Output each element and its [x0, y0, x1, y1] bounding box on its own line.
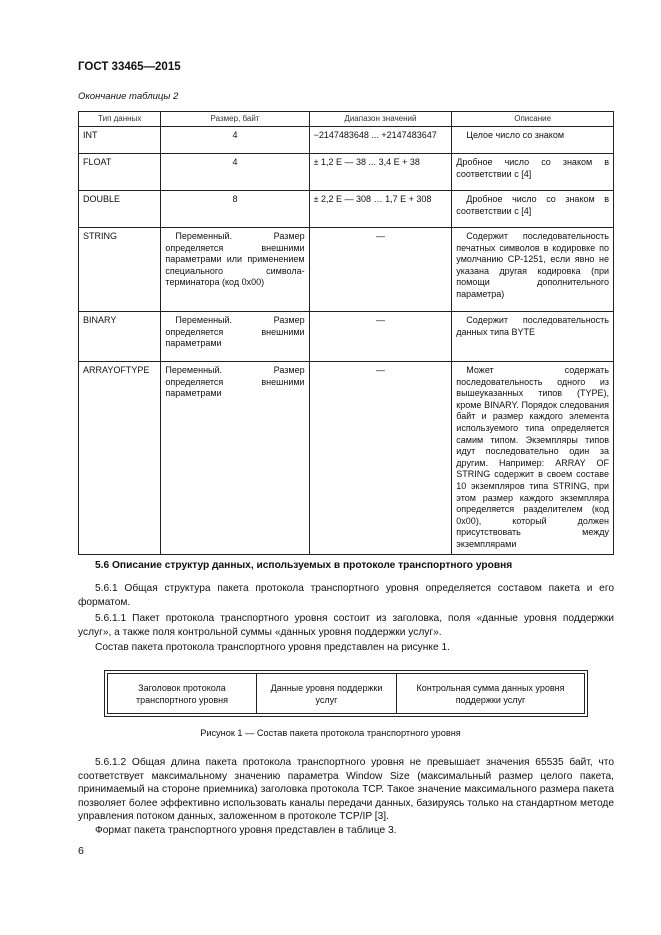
figure-caption: Рисунок 1 — Состав пакета протокола транспортного уровня	[200, 728, 461, 738]
col-header-type: Тип данных	[79, 112, 161, 127]
figure-cell-checksum: Контрольная сумма данных уровня поддержки услуг	[396, 674, 584, 713]
table-row	[79, 362, 614, 555]
cell-description: Дробное число со знаком в соответствии с [4]	[452, 154, 614, 191]
cell-description: Дробное число со знаком в соответствии с [4]	[452, 191, 614, 228]
cell-type: BINARY	[79, 312, 161, 362]
table-header-row	[79, 112, 614, 127]
table-caption: Окончание таблицы 2	[78, 91, 179, 102]
cell-description: Содержит последовательность данных типа BYTE	[452, 312, 614, 362]
table-row	[79, 154, 614, 191]
data-types-table	[78, 111, 614, 555]
cell-type: ARRAYOFTYPE	[79, 362, 161, 555]
figure-cell-data: Данные уровня поддержки услуг	[256, 674, 396, 713]
paragraph-5-6-1-1: 5.6.1.1 Пакет протокола транспортного уровня состоит из заголовка, поля «данные уровня поддержки услуг», а также поля контрольной суммы «данных уровня поддержки услуг».	[78, 613, 614, 638]
paragraph-5-6-1: 5.6.1 Общая структура пакета протокола транспортного уровня определяется составом пакета и его форматом.	[78, 583, 614, 608]
cell-type: INT	[79, 127, 161, 154]
paragraph-5-6-1-2: 5.6.1.2 Общая длина пакета протокола транспортного уровня не превышает значения 65535 байт, что соответствует максимальному значению параметра Window Size (максимальный размер целого пакета, принимаемый на стороне приемника) заголовка протокола TCP. Такое значение максимального размера пакета позволяет более эффективно использовать каналы передачи данных, базируясь только на стандартном методе управления потоком данных, заложенном в протоколе TCP/IP [3].	[78, 757, 614, 822]
cell-type: DOUBLE	[79, 191, 161, 228]
cell-range: ± 2,2 E — 308 … 1,7 E + 308	[309, 191, 452, 228]
cell-size: 4	[161, 127, 309, 154]
cell-range: —	[309, 228, 452, 312]
page-number: 6	[78, 845, 84, 857]
cell-description: Содержит последовательность печатных символов в кодировке по умолчанию CP-1251, если явно не указана другая кодировка (при помощи дополнительного параметра)	[452, 228, 614, 312]
cell-type: STRING	[79, 228, 161, 312]
figure-frame	[107, 673, 585, 714]
cell-type: FLOAT	[79, 154, 161, 191]
cell-range: ± 1,2 E — 38 ... 3,4 E + 38	[309, 154, 452, 191]
table-row	[79, 191, 614, 228]
table-row	[79, 312, 614, 362]
cell-size: Переменный. Размер определяется внешними параметрами	[161, 312, 309, 362]
packet-structure-figure	[104, 670, 588, 717]
col-header-size: Размер, байт	[161, 112, 309, 127]
col-header-range: Диапазон значений	[309, 112, 452, 127]
cell-size: 8	[161, 191, 309, 228]
paragraph-figure-ref: Состав пакета протокола транспортного уровня представлен на рисунке 1.	[95, 642, 450, 653]
cell-range: —	[309, 312, 452, 362]
cell-description: Может содержать последовательность одного из вышеуказанных типов (TYPE), кроме BINARY. Порядок следования байт и размер каждого элемента используемого типа определяется самим типом. Экземпляры типов идут последовательно один за другим. Например: ARRAY OF STRING содержит в своем составе 10 экземпляров типа STRING, при этом размер каждого экземпляра определяется разделителем (код 0x00), который должен присутствовать между экземплярами	[452, 362, 614, 555]
cell-size: Переменный. Размер определяется внешними параметрами или применением специального символа-терминатора (код 0x00)	[161, 228, 309, 312]
standard-header: ГОСТ 33465—2015	[78, 61, 181, 73]
table-row	[79, 127, 614, 154]
section-title: 5.6 Описание структур данных, используемых в протоколе транспортного уровня	[95, 560, 513, 571]
cell-size: Переменный. Размер определяется внешними параметрами	[161, 362, 309, 555]
col-header-description: Описание	[452, 112, 614, 127]
cell-range: −2147483648 ... +2147483647	[309, 127, 452, 154]
figure-cell-header: Заголовок протокола транспортного уровня	[135, 682, 228, 705]
cell-range: —	[309, 362, 452, 555]
cell-description: Целое число со знаком	[452, 127, 614, 154]
paragraph-table-ref: Формат пакета транспортного уровня представлен в таблице 3.	[95, 825, 397, 836]
table-row	[79, 228, 614, 312]
cell-size: 4	[161, 154, 309, 191]
